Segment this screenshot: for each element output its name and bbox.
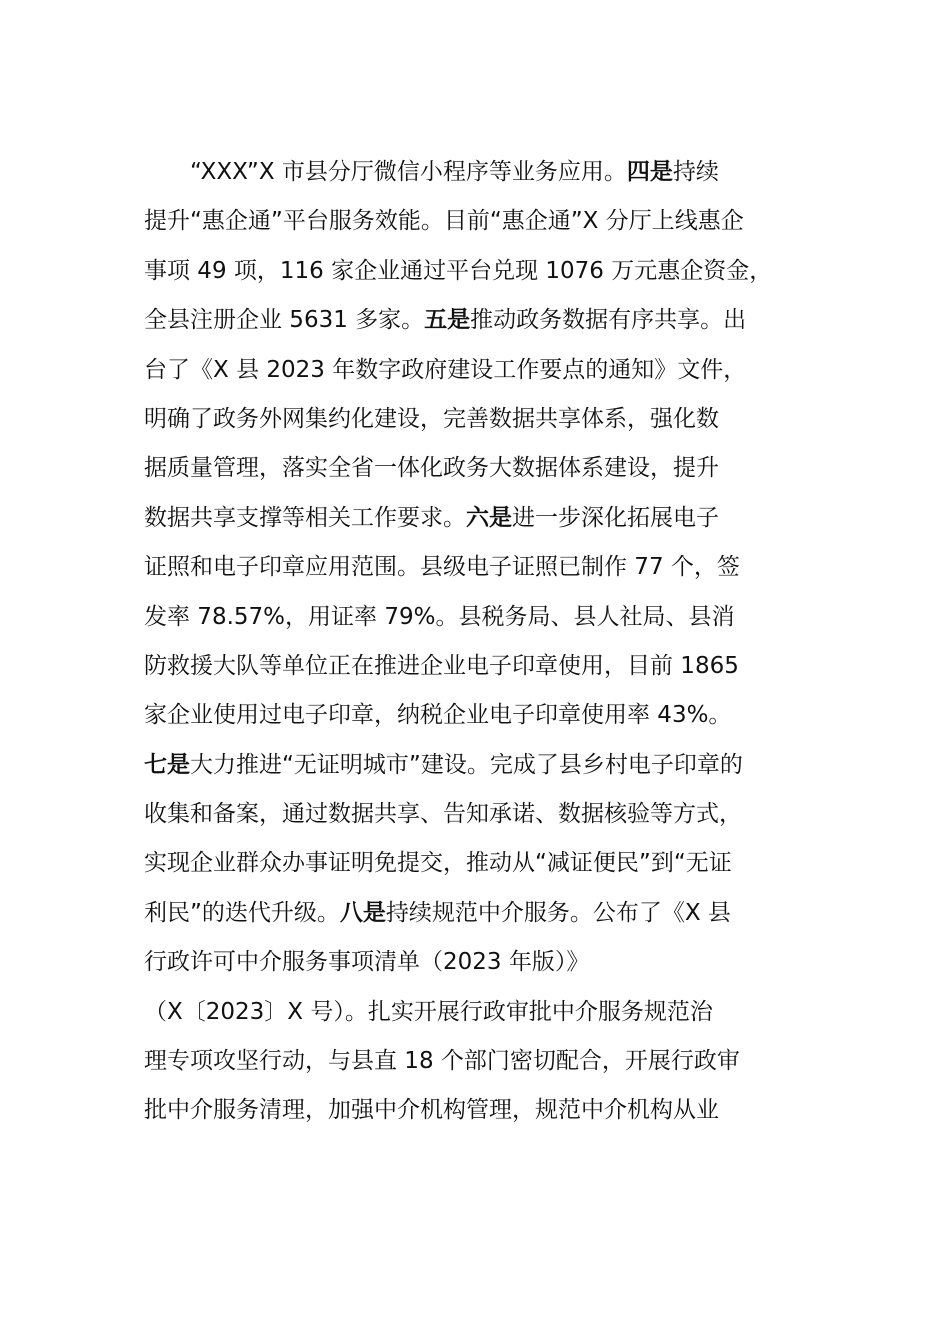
text-line: 防救援大队等单位正在推进企业电子印章使用，目前 1865 bbox=[144, 652, 739, 679]
bold-heading: 八是 bbox=[339, 899, 386, 926]
body-paragraph bbox=[144, 148, 824, 1136]
text-line: 发率 78.57%，用证率 79%。县税务局、县人社局、县消 bbox=[144, 603, 735, 630]
text-line: （X〔2023〕X 号）。扎实开展行政审批中介服务规范治 bbox=[144, 998, 713, 1025]
bold-heading: 四是 bbox=[626, 159, 673, 185]
text-line: 利民”的迭代升级。八是持续规范中介服务。公布了《X 县 bbox=[144, 899, 731, 926]
text-line: 收集和备案，通过数据共享、告知承诺、数据核验等方式， bbox=[144, 801, 742, 828]
text-line: 批中介服务清理，加强中介机构管理，规范中介机构从业 bbox=[144, 1097, 719, 1124]
bold-heading: 五是 bbox=[424, 307, 471, 334]
text-line: 据质量管理，落实全省一体化政务大数据体系建设，提升 bbox=[144, 455, 719, 482]
bold-heading: 七是 bbox=[144, 751, 190, 778]
text-line: 事项 49 项，116 家企业通过平台兑现 1076 万元惠企资金， bbox=[144, 257, 773, 284]
text-line: 行政许可中介服务事项清单（2023 年版）》 bbox=[144, 949, 590, 976]
text-line: 全县注册企业 5631 多家。五是推动政务数据有序共享。出 bbox=[144, 307, 747, 334]
text-line: “XXX”X 市县分厅微信小程序等业务应用。四是持续 bbox=[190, 159, 719, 185]
text-line: 明确了政务外网集约化建设，完善数据共享体系，强化数 bbox=[144, 405, 719, 432]
text-line: 台了《X 县 2023 年数字政府建设工作要点的通知》文件， bbox=[144, 356, 747, 383]
text-line: 七是大力推进“无证明城市”建设。完成了县乡村电子印章的 bbox=[144, 751, 743, 778]
bold-heading: 六是 bbox=[466, 504, 512, 531]
text-line: 理专项攻坚行动，与县直 18 个部门密切配合，开展行政审 bbox=[144, 1048, 740, 1075]
text-line: 证照和电子印章应用范围。县级电子证照已制作 77 个，签 bbox=[144, 554, 740, 581]
text-line: 数据共享支撑等相关工作要求。六是进一步深化拓展电子 bbox=[144, 504, 719, 531]
text-line: 实现企业群众办事证明免提交，推动从“减证便民”到“无证 bbox=[144, 850, 732, 877]
text-line: 提升“惠企通”平台服务效能。目前“惠企通”X 分厅上线惠企 bbox=[144, 208, 744, 235]
text-line: 家企业使用过电子印章，纳税企业电子印章使用率 43%。 bbox=[144, 702, 732, 729]
